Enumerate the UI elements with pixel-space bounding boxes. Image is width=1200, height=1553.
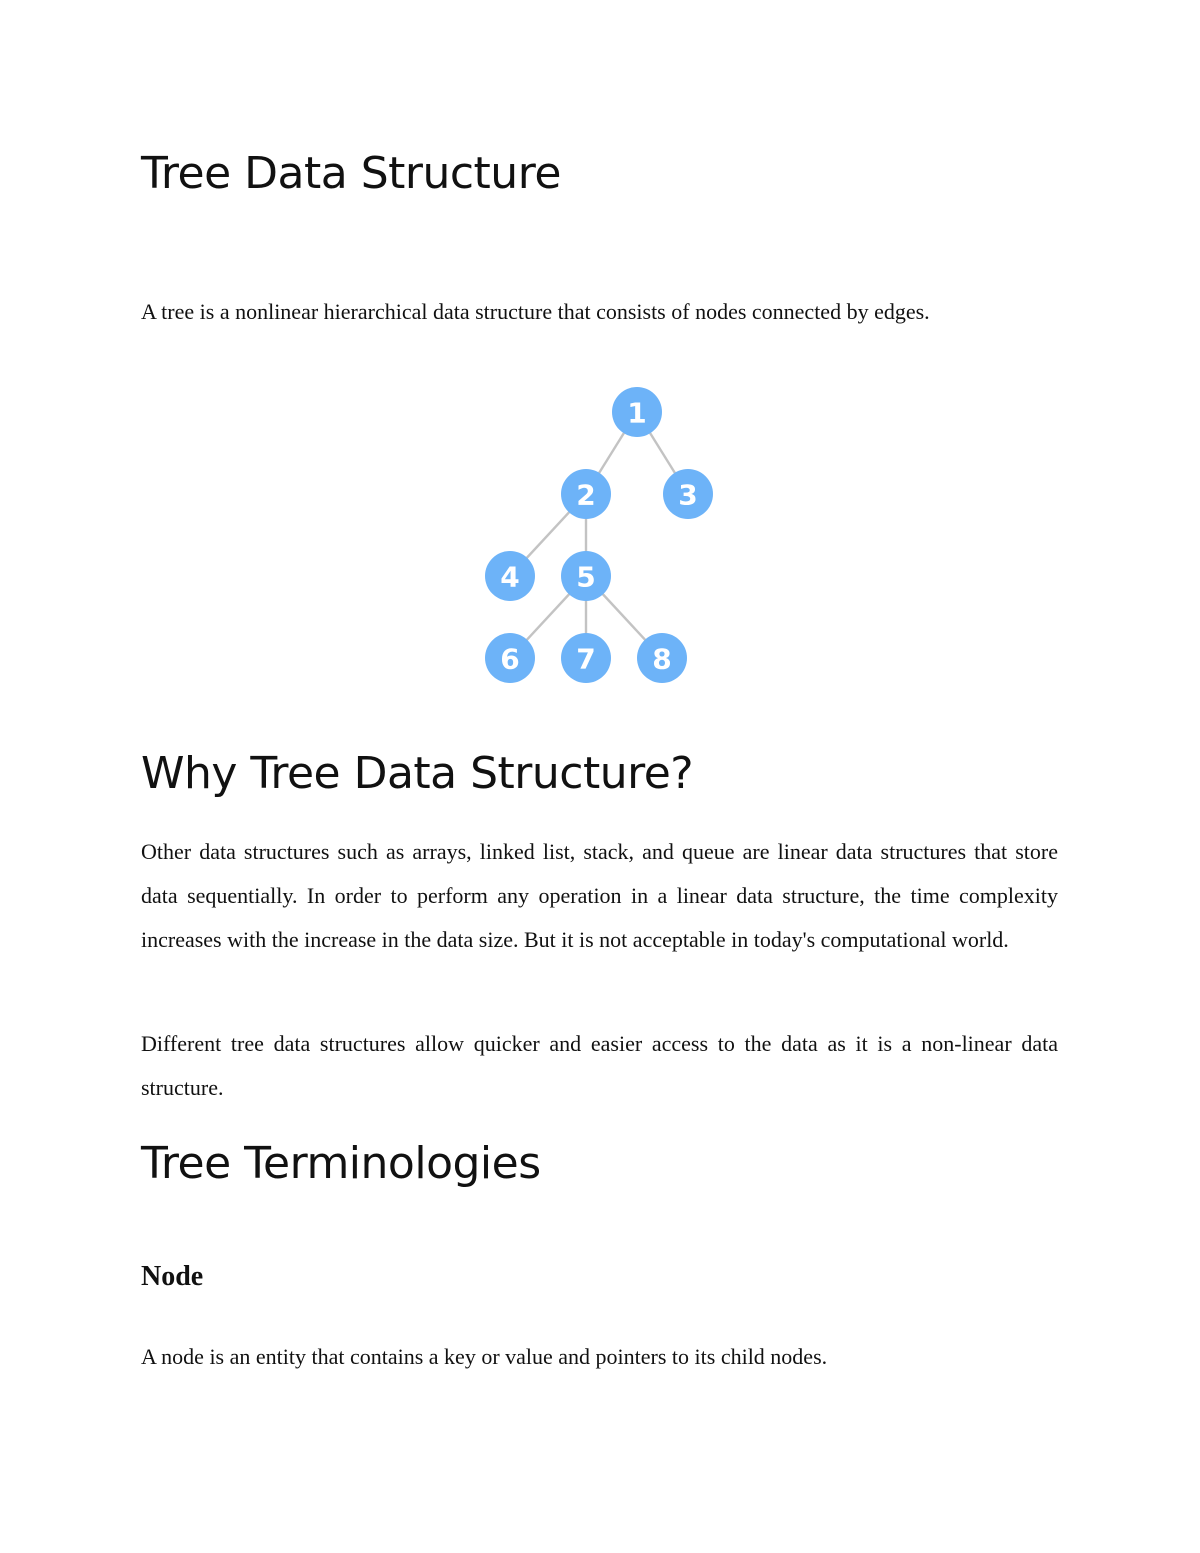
tree-node-label: 4: [500, 560, 520, 594]
tree-node-label: 7: [576, 642, 596, 676]
why-heading: Why Tree Data Structure?: [141, 748, 694, 799]
tree-diagram: [460, 370, 740, 700]
page-title: Tree Data Structure: [141, 148, 561, 199]
why-paragraph-2: Different tree data structures allow quicker and easier access to the data as it is a non-linear data structure.: [141, 1031, 1058, 1100]
tree-node-label: 2: [576, 478, 596, 512]
tree-node-label: 6: [500, 642, 520, 676]
tree-node-3: [663, 469, 713, 519]
tree-node-5: [561, 551, 611, 601]
tree-node-label: 1: [627, 396, 647, 430]
tree-nodes: [485, 387, 713, 683]
tree-node-label: 5: [576, 560, 596, 594]
intro-paragraph: A tree is a nonlinear hierarchical data structure that consists of nodes connected by edges.: [141, 299, 930, 324]
terminologies-heading: Tree Terminologies: [141, 1138, 541, 1189]
tree-node-2: [561, 469, 611, 519]
tree-node-8: [637, 633, 687, 683]
tree-node-6: [485, 633, 535, 683]
tree-node-4: [485, 551, 535, 601]
tree-edges: [510, 412, 688, 658]
why-paragraph-1: Other data structures such as arrays, linked list, stack, and queue are linear data structures that store data sequentially. In order to perform any operation in a linear data structure, the time complexity increases with the increase in the data size. But it is not acceptable in today's computational world.: [141, 839, 1058, 952]
tree-node-1: [612, 387, 662, 437]
tree-node-7: [561, 633, 611, 683]
node-paragraph: A node is an entity that contains a key or value and pointers to its child nodes.: [141, 1344, 828, 1369]
node-heading: Node: [141, 1261, 204, 1292]
tree-node-label: 3: [678, 478, 698, 512]
tree-node-label: 8: [652, 642, 672, 676]
